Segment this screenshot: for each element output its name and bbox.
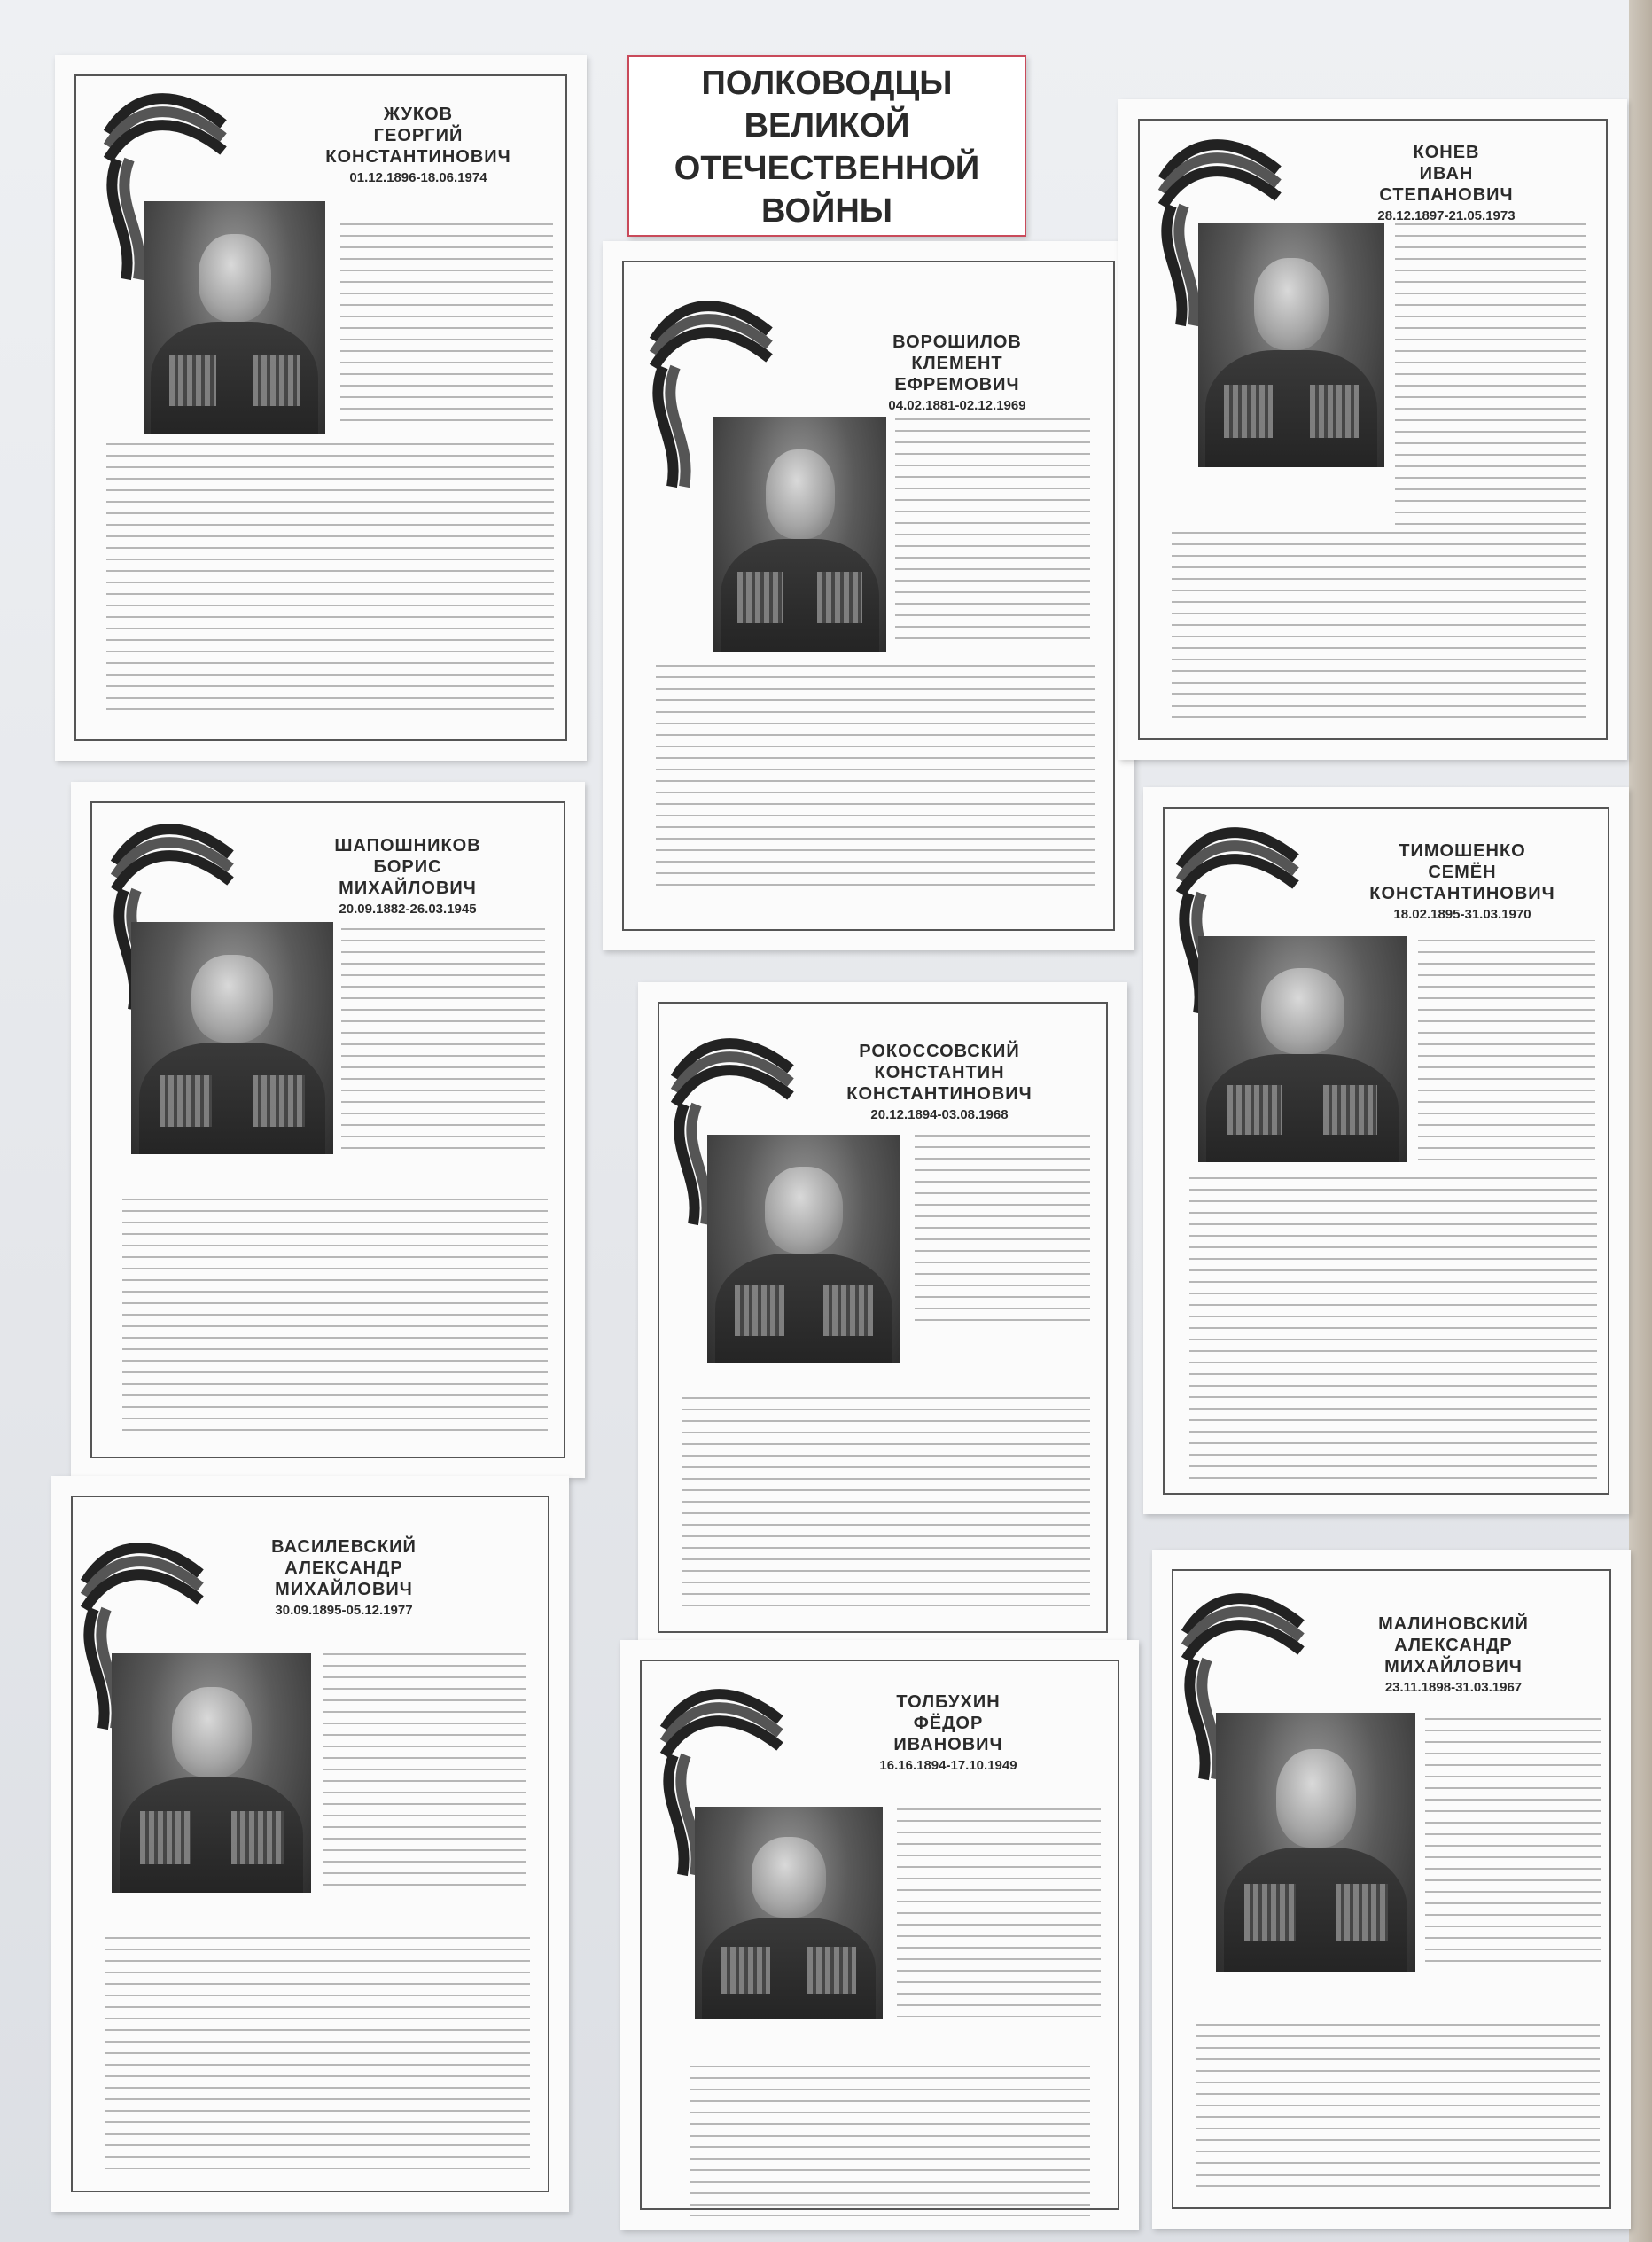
board-frame-edge (1629, 0, 1652, 2242)
biography-text (1425, 1718, 1601, 1971)
card-name: РОКОССОВСКИЙ КОНСТАНТИН КОНСТАНТИНОВИЧ 20.12.1894-03.08.1968 (846, 1042, 1032, 1122)
title-line: ВЕЛИКОЙ (744, 107, 910, 145)
portrait-photo (131, 922, 333, 1154)
portrait-photo (707, 1135, 900, 1363)
portrait-photo (144, 201, 325, 434)
card-name: ЖУКОВ ГЕОРГИЙ КОНСТАНТИНОВИЧ 01.12.1896-18.06.1974 (325, 105, 511, 185)
biography-text (340, 223, 553, 423)
biography-text (323, 1653, 526, 1888)
biography-text (1418, 940, 1595, 1161)
board-title (627, 55, 1026, 237)
portrait-photo (1198, 223, 1384, 467)
portrait-photo (1198, 936, 1407, 1162)
portrait-photo (695, 1807, 883, 2019)
biography-text (1196, 2024, 1600, 2197)
card-name: ВАСИЛЕВСКИЙ АЛЕКСАНДР МИХАЙЛОВИЧ 30.09.1895-05.12.1977 (271, 1537, 417, 1618)
card-konev (1118, 99, 1627, 760)
card-name: ВОРОШИЛОВ КЛЕМЕНТ ЕФРЕМОВИЧ 04.02.1881-02.12.1969 (888, 332, 1026, 413)
biography-text (122, 1199, 548, 1433)
biography-text (915, 1135, 1090, 1330)
card-vasilevsky (51, 1476, 569, 2212)
biography-text (106, 443, 554, 718)
biography-text (682, 1397, 1090, 1614)
card-name: ТОЛБУХИН ФЁДОР ИВАНОВИЧ 16.16.1894-17.10.1949 (879, 1692, 1017, 1773)
biography-text (341, 928, 545, 1154)
portrait-photo (1216, 1713, 1415, 1972)
card-voroshilov (603, 241, 1134, 950)
card-zhukov (55, 55, 587, 761)
biography-text (690, 2066, 1090, 2216)
biography-text (897, 1808, 1101, 2017)
card-name: МАЛИНОВСКИЙ АЛЕКСАНДР МИХАЙЛОВИЧ 23.11.1898-31.03.1967 (1378, 1614, 1529, 1695)
card-rokossovsky (638, 982, 1127, 1652)
biography-text (105, 1937, 530, 2176)
biography-text (656, 665, 1095, 895)
card-name: ШАПОШНИКОВ БОРИС МИХАЙЛОВИЧ 20.09.1882-26.03.1945 (334, 836, 481, 917)
biography-text (1395, 223, 1586, 525)
card-name: КОНЕВ ИВАН СТЕПАНОВИЧ 28.12.1897-21.05.1973 (1377, 143, 1516, 223)
card-malinovsky (1152, 1550, 1631, 2229)
title-line: ВОЙНЫ (760, 192, 892, 230)
card-tolbukhin (620, 1640, 1139, 2230)
biography-text (1172, 532, 1586, 723)
biography-text (895, 418, 1090, 644)
card-timoshenko (1143, 787, 1629, 1514)
card-shaposhnikov (71, 782, 585, 1478)
portrait-photo (112, 1653, 311, 1893)
title-line: ПОЛКОВОДЦЫ (701, 65, 953, 102)
title-line: ОТЕЧЕСТВЕННОЙ (674, 150, 980, 187)
card-name: ТИМОШЕНКО СЕМЁН КОНСТАНТИНОВИЧ 18.02.1895-31.03.1970 (1369, 841, 1555, 922)
biography-text (1189, 1177, 1597, 1483)
portrait-photo (713, 417, 886, 652)
